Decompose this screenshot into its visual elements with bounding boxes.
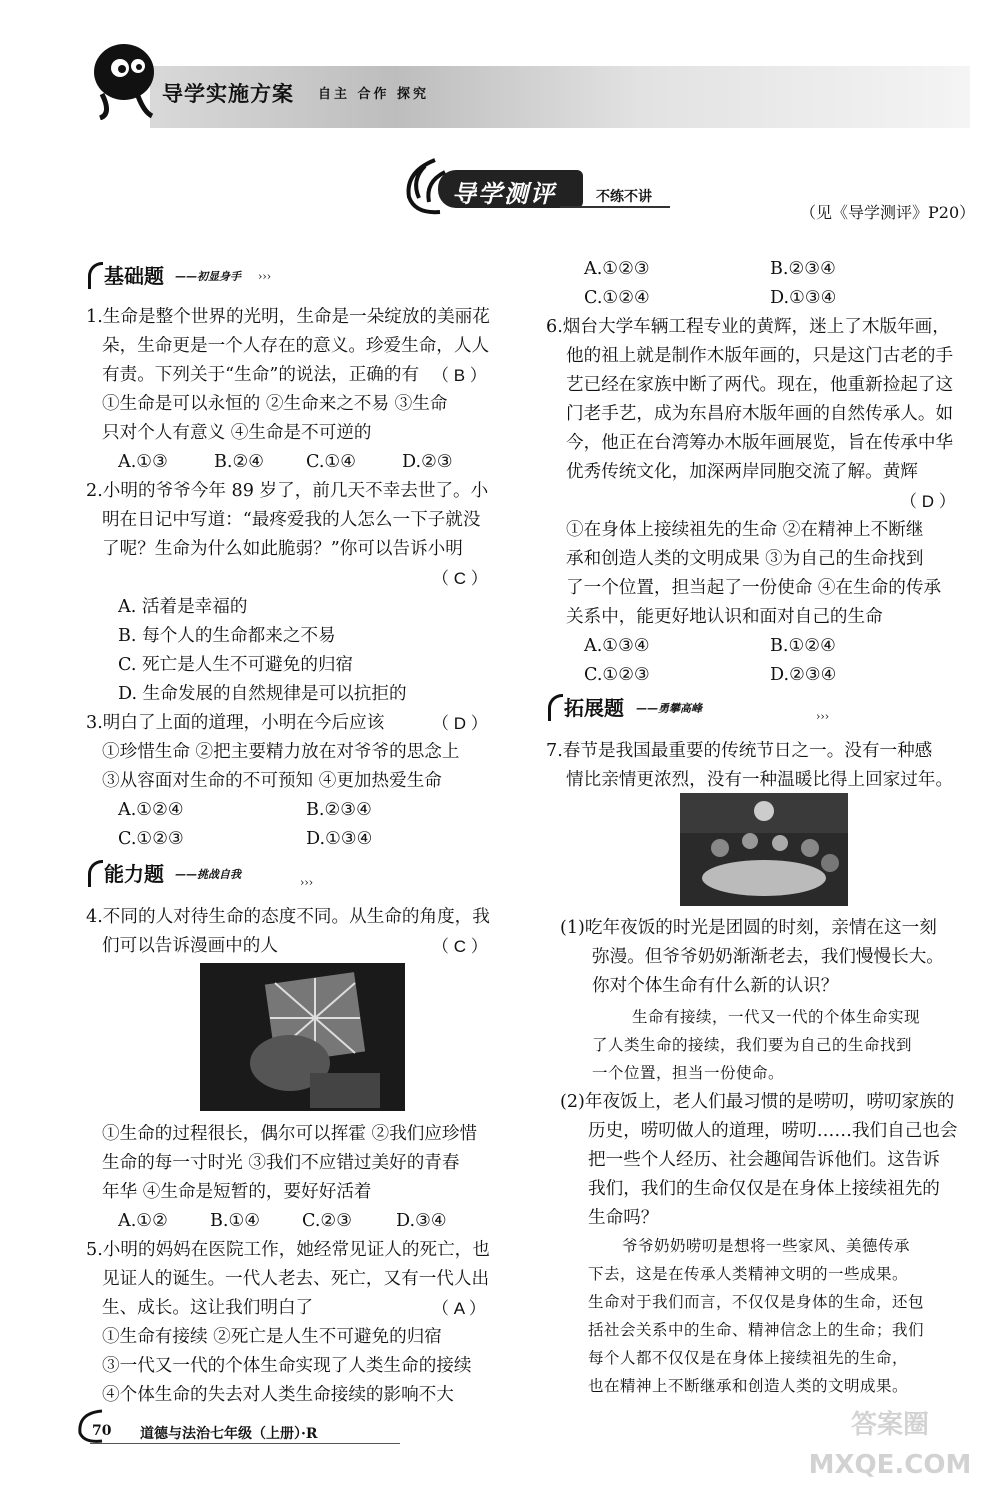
q5-line: 生、成长。这让我们明白了 [102,1298,314,1318]
q4-option-line: 生命的每一寸时光 ③我们不应错过美好的青春 [102,1153,460,1173]
book-title: 道德与法治七年级（上册）·R [140,1426,318,1442]
q3-choice: B.②③④ [306,800,372,820]
q5-choice: D.①③④ [770,288,837,308]
q6-line: 今，他正在台湾筹办木版年画展览，旨在传承中华 [566,433,954,453]
q5-line: 见证人的诞生。一代人老去、死亡，又有一代人出 [102,1269,490,1289]
q7-2-line: 生命吗？ [588,1208,659,1228]
q6-line: 门老手艺，成为东昌府木版年画的自然传承人。如 [566,404,954,424]
q3-choice: C.①②③ [118,829,184,849]
q3-choice: D.①③④ [306,829,373,849]
banner-title: 导学测评 [452,180,556,208]
chevrons-icon: ››› [258,270,272,283]
q6-line: 艺已经在家族中断了两代。现在，他重新捡起了这 [566,375,954,395]
q7-2-answer-line: 每个人都不仅仅是在身体上接续祖先的生命， [588,1349,909,1367]
q7-1-answer-line: 一个位置，担当一份使命。 [592,1064,785,1082]
q1-line: 1.生命是整个世界的光明，生命是一朵绽放的美丽花 [86,307,490,327]
q6-option-line: ①在身体上接续祖先的生命 ②在精神上不断继 [566,520,924,540]
q6-answer: （ D ） [900,492,956,511]
q3-choice: A.①②④ [118,800,184,820]
q4-choice: D.③④ [396,1211,447,1231]
q1-choice: C.①④ [306,452,356,472]
q4-choice: B.①④ [210,1211,261,1231]
q7-1-answer-line: 生命有接续，一代又一代的个体生命实现 [632,1008,921,1026]
q4-choice: A.①② [118,1211,168,1231]
q1-option-line: ①生命是可以永恒的 ②生命来之不易 ③生命 [102,394,448,414]
family-dinner-photo [680,793,848,906]
section-extend-title: 拓展题 [564,696,624,720]
q6-line: 他的祖上就是制作木版年画的，只是这门古老的手 [566,346,954,366]
banner-subtitle: 不练不讲 [596,189,652,205]
q1-choice: B.②④ [214,452,265,472]
q2-line: 了呢？生命为什么如此脆弱？”你可以告诉小明 [102,539,463,559]
q5-option-line: ④个体生命的失去对人类生命接续的影响不大 [102,1385,454,1405]
q7-1-answer-line: 了人类生命的接续，我们要为自己的生命找到 [592,1036,913,1054]
q2-choice: B. 每个人的生命都来之不易 [118,626,336,646]
q6-line: 优秀传统文化，加深两岸同胞交流了解。黄辉 [566,462,918,482]
q2-choice: C. 死亡是人生不可避免的归宿 [118,655,354,675]
page-number: 70 [92,1423,112,1439]
section-basic-tag: ——初显身手 [175,270,241,283]
footer-rule [90,1443,400,1444]
q4-line: 们可以告诉漫画中的人 [102,936,278,956]
q6-choice: A.①③④ [584,636,650,656]
q1-line: 有责。下列关于“生命”的说法，正确的有 [102,365,420,385]
q7-line: 情比亲情更浓烈，没有一种温暖比得上回家过年。 [566,770,954,790]
reference-note: （见《导学测评》P20） [800,203,976,222]
q6-option-line: 关系中，能更好地认识和面对自己的生命 [566,607,883,627]
q2-line: 2.小明的爷爷今年 89 岁了，前几天不幸去世了。小 [86,481,489,501]
section-ability-title: 能力题 [104,862,164,886]
q1-option-line: 只对个人有意义 ④生命是不可逆的 [102,423,372,443]
q4-line: 4.不同的人对待生命的态度不同。从生命的角度，我 [86,907,490,927]
q2-line: 明在日记中写道：“最疼爱我的人怎么一下子就没 [102,510,481,530]
q7-line: 7.春节是我国最重要的传统节日之一。没有一种感 [546,741,933,761]
section-basic-title: 基础题 [104,264,164,288]
q4-option-line: ①生命的过程很长，偶尔可以挥霍 ②我们应珍惜 [102,1124,478,1144]
q4-option-line: 年华 ④生命是短暂的，要好好活着 [102,1182,372,1202]
q5-answer: （ A ） [432,1299,486,1318]
section-extend-tag: ——勇攀高峰 [636,702,702,715]
q6-line: 6.烟台大学车辆工程专业的黄辉，迷上了木版年画， [546,317,950,337]
q4-answer: （ C ） [432,937,488,956]
section-bracket [548,694,563,721]
q3-option-line: ③从容面对生命的不可预知 ④更加热爱生命 [102,771,442,791]
q7-1-line: 弥漫。但爷爷奶奶渐渐老去，我们慢慢长大。 [592,947,944,967]
watermark: 答案圈 MXQE.COM [808,1410,972,1480]
mascot-logo-icon [82,34,160,120]
q7-2-line: 历史，唠叨做人的道理，唠叨……我们自己也会 [588,1121,958,1141]
q7-2-answer-line: 括社会关系中的生命、精神信念上的生命；我们 [588,1321,925,1339]
section-ability-tag: ——挑战自我 [175,868,241,881]
q6-choice: B.①②④ [770,636,836,656]
q1-choice: A.①③ [118,452,168,472]
q5-option-line: ①生命有接续 ②死亡是人生不可避免的归宿 [102,1327,442,1347]
banner-underline [560,206,670,208]
q6-choice: D.②③④ [770,665,837,685]
q5-choice: A.①②③ [584,259,650,279]
q7-2-line: 我们，我们的生命仅仅是在身体上接续祖先的 [588,1179,940,1199]
header-title: 导学实施方案 [162,82,294,106]
q7-2-line: (2)年夜饭上，老人们最习惯的是唠叨，唠叨家族的 [560,1092,955,1112]
q5-choice: B.②③④ [770,259,836,279]
q1-choice: D.②③ [402,452,453,472]
chevrons-icon: ››› [300,876,314,889]
q7-2-answer-line: 生命对于我们而言，不仅仅是身体的生命，还包 [588,1293,925,1311]
q2-choice: D. 生命发展的自然规律是可以抗拒的 [118,684,407,704]
q1-answer: （ B ） [432,366,487,385]
q7-2-answer-line: 下去，这是在传承人类精神文明的一些成果。 [588,1265,909,1283]
q7-1-line: 你对个体生命有什么新的认识？ [592,976,839,996]
q6-option-line: 承和创造人类的文明成果 ③为自己的生命找到 [566,549,924,569]
q1-line: 朵，生命更是一个人存在的意义。珍爱生命，人人 [102,336,490,356]
q5-option-line: ③一代又一代的个体生命实现了人类生命的接续 [102,1356,472,1376]
q4-choice: C.②③ [302,1211,352,1231]
q5-choice: C.①②④ [584,288,650,308]
q7-2-answer-line: 爷爷奶奶唠叨是想将一些家风、美德传承 [622,1237,911,1255]
q7-1-line: (1)吃年夜饭的时光是团圆的时刻，亲情在这一刻 [560,918,937,938]
header-subtitle: 自主 合作 探究 [318,87,430,102]
q6-option-line: 了一个位置，担当起了一份使命 ④在生命的传承 [566,578,942,598]
q7-2-line: 把一些个人经历、社会趣闻告诉他们。这告诉 [588,1150,940,1170]
q6-choice: C.①②③ [584,665,650,685]
q3-option-line: ①珍惜生命 ②把主要精力放在对爷爷的思念上 [102,742,460,762]
q2-choice: A. 活着是幸福的 [118,597,248,617]
section-bracket [88,262,103,289]
q7-2-answer-line: 也在精神上不断继承和创造人类的文明成果。 [588,1377,909,1395]
q5-line: 5.小明的妈妈在医院工作，她经常见证人的死亡，也 [86,1240,490,1260]
q2-answer: （ C ） [432,569,488,588]
q3-answer: （ D ） [432,714,488,733]
chevrons-icon: ››› [816,710,830,723]
section-bracket [88,860,103,887]
q3-line: 3.明白了上面的道理，小明在今后应该 [86,713,385,733]
cartoon-image [200,963,405,1111]
